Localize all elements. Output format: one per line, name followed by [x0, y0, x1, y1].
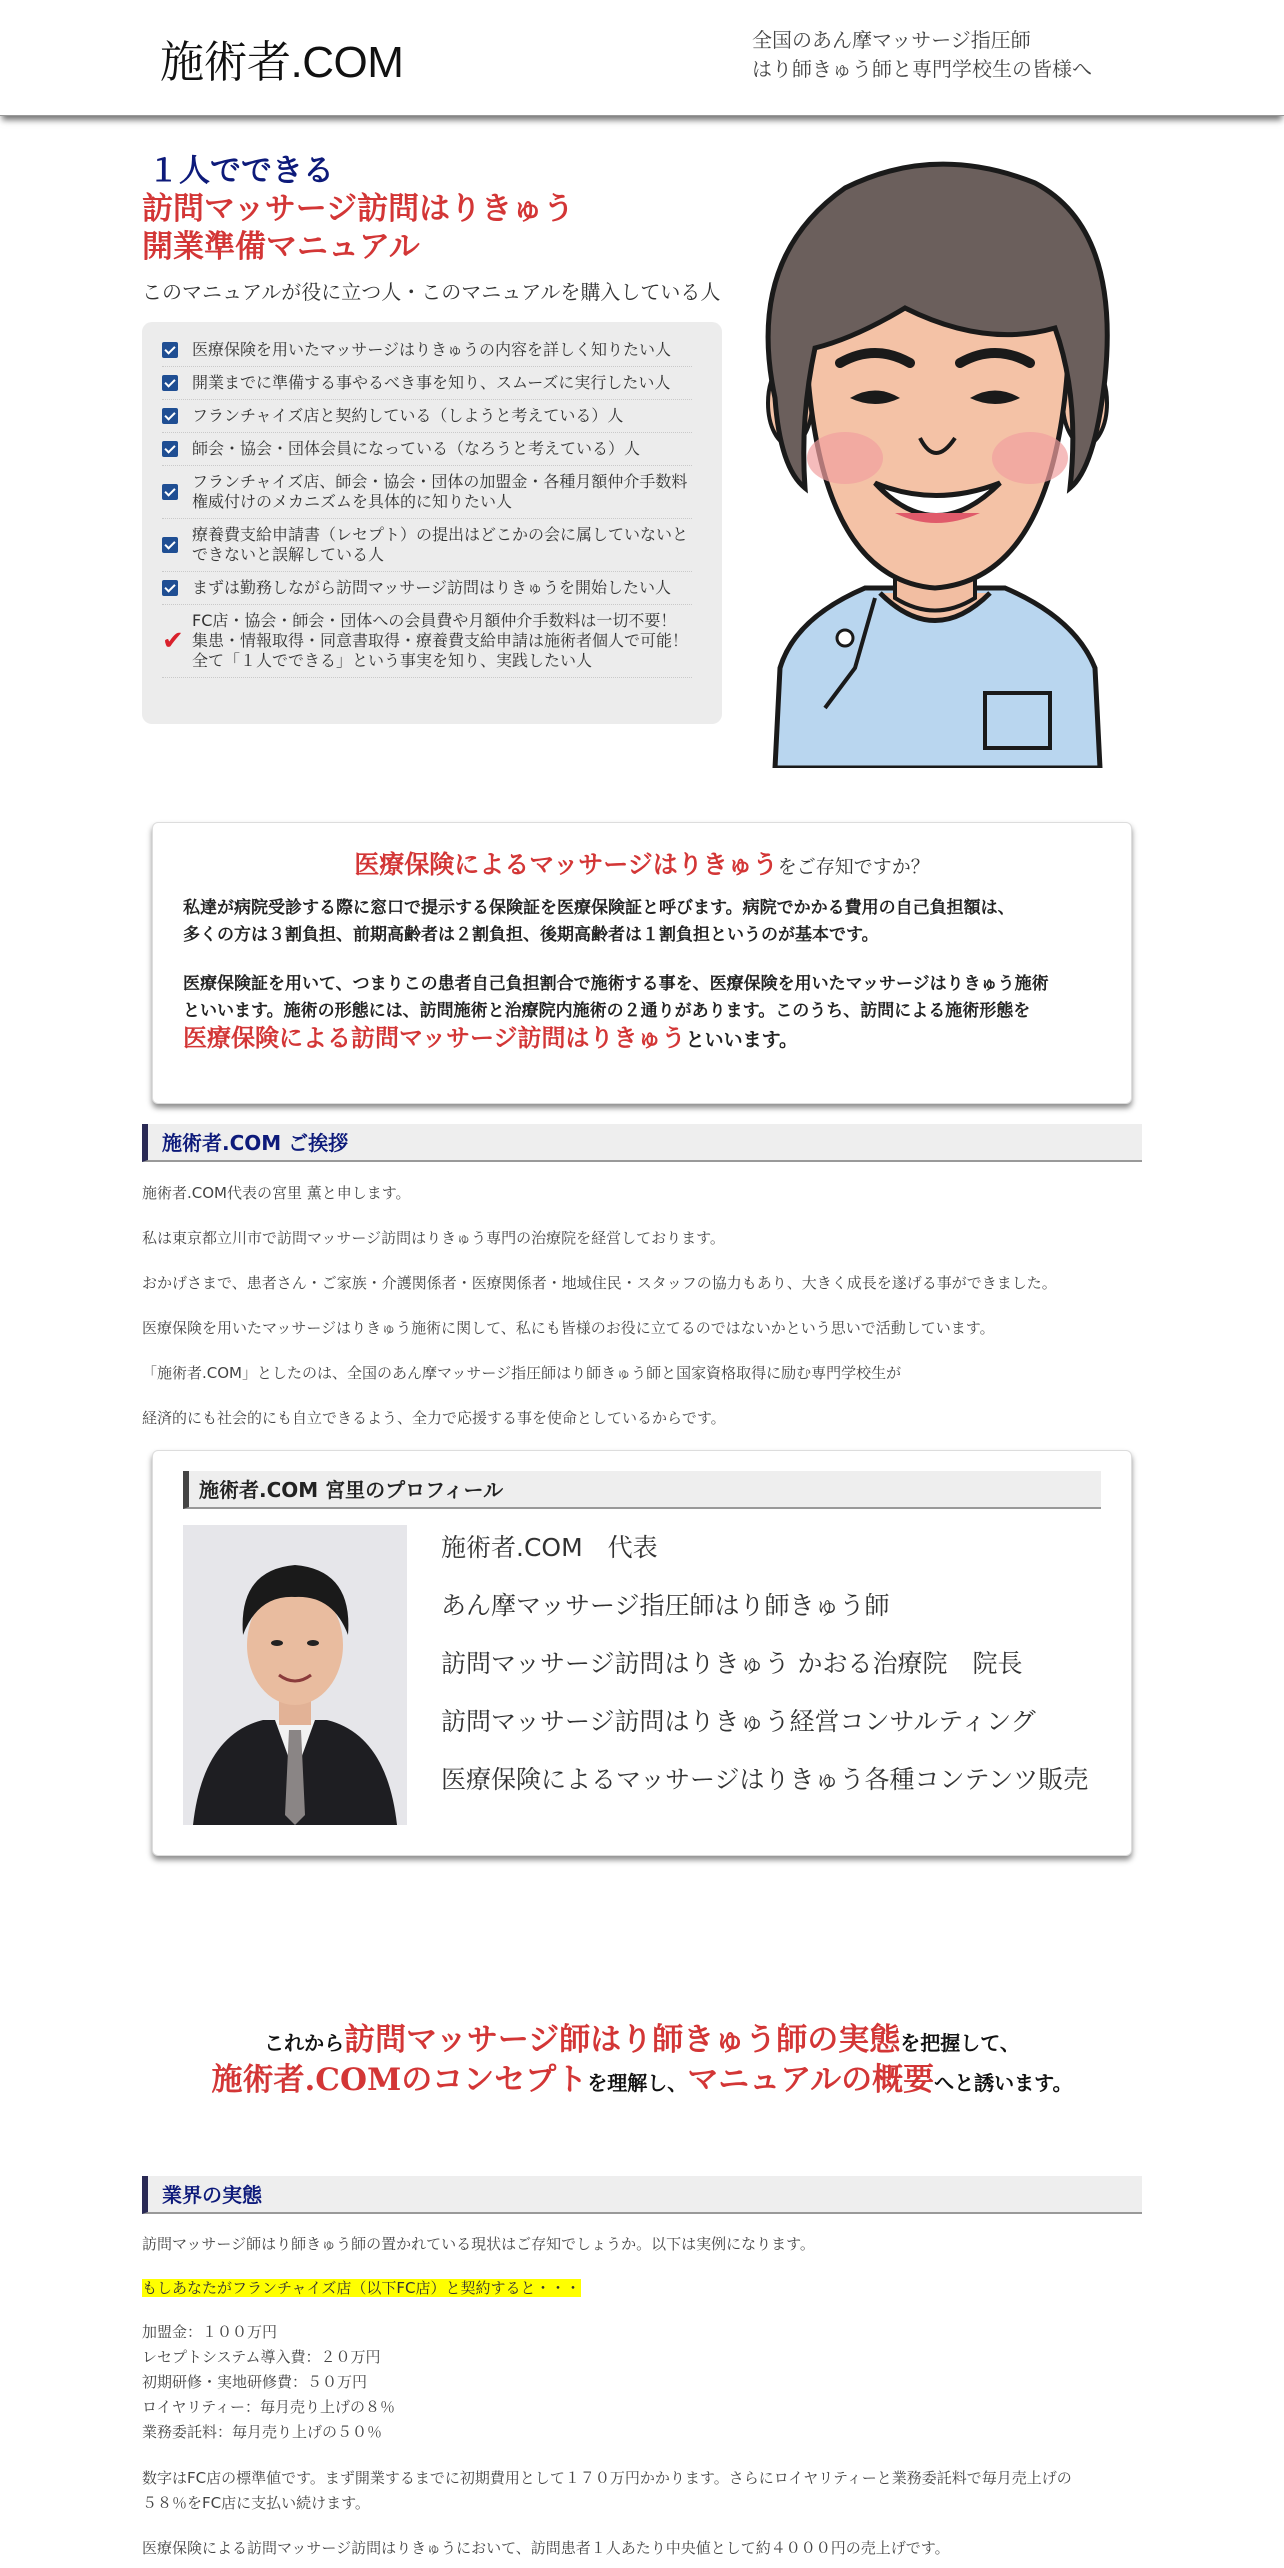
checklist-item: [162, 433, 692, 466]
checklist-item: [162, 367, 692, 400]
final-line-1: FC店・協会・師会・団体への会員費や月額仲介手数料は一切不要！: [192, 611, 677, 630]
greeting-heading: 施術者.COM ご挨拶: [142, 1124, 1142, 1162]
concept-line-2: [0, 2054, 1284, 2099]
checklist-text-line: フランチャイズ店、師会・協会・団体の加盟金・各種月額仲介手数料: [192, 472, 688, 491]
checklist-final-text: [192, 611, 688, 671]
caricature-illustration: [735, 148, 1135, 768]
fee-line: ロイヤリティー：毎月売り上げの８％: [142, 2398, 396, 2416]
concept-text: これから: [264, 2031, 345, 2055]
industry-intro: 訪問マッサージ師はり師きゅう師の置かれている現状はご存知でしょうか。以下は実例になります。: [142, 2235, 815, 2253]
tagline-line-1: 全国のあん摩マッサージ指圧師: [752, 28, 1031, 52]
greeting-line: 経済的にも社会的にも自立できるよう、全力で応援する事を使命としているからです。: [142, 1409, 726, 1427]
checklist-text: まずは勤務しながら訪問マッサージ訪問はりきゅうを開始したい人: [192, 578, 672, 597]
box1-p1-line: 多くの方は３割負担、前期高齢者は２割負担、後期高齢者は１割負担というのが基本です。: [183, 925, 879, 945]
checkbox-icon: [162, 342, 178, 358]
site-header: [0, 0, 1284, 116]
header-tagline: [752, 26, 1092, 84]
greeting-line: 「施術者.COM」としたのは、全国のあん摩マッサージ指圧師はり師きゅう師と国家資格取得に励む専門学校生が: [142, 1364, 902, 1382]
checklist-text: フランチャイズ店と契約している（しようと考えている）人: [192, 406, 624, 425]
box1-p2-end: といいます。: [685, 1029, 799, 1051]
hero-title: [142, 152, 574, 266]
profile-photo: [183, 1525, 407, 1825]
greeting-line: おかげさまで、患者さん・ご家族・介護関係者・医療関係者・地域住民・スタッフの協力もあり、大きく成長を遂げる事ができました。: [142, 1274, 1057, 1292]
concept-line-1: [0, 2014, 1284, 2059]
hero-title-line-1: １人でできる: [148, 153, 334, 189]
checkbox-icon: [162, 484, 178, 500]
checklist-text: 師会・協会・団体会員になっている（なろうと考えている）人: [192, 439, 641, 458]
final-line-3: 全て「１人でできる」という事実を知り、実践したい人: [192, 651, 593, 670]
box1-paragraph-1: [183, 895, 1103, 949]
highlight-text: もしあなたがフランチャイズ店（以下FC店）と契約すると・・・: [142, 2279, 581, 2297]
checkbox-icon: [162, 375, 178, 391]
site-logo[interactable]: 施術者.COM: [160, 38, 404, 87]
medical-insurance-box: [152, 822, 1132, 1104]
final-line-2: 集患・情報取得・同意書取得・療養費支給申請は施術者個人で可能！: [192, 631, 689, 650]
greeting-line: 医療保険を用いたマッサージはりきゅう施術に関して、私にも皆様のお役に立てるのではないかという思いで活動しています。: [142, 1319, 995, 1337]
checklist-text: 開業までに準備する事やるべき事を知り、スムーズに実行したい人: [192, 373, 671, 392]
industry-highlight: [142, 2276, 581, 2301]
checkbox-icon: [162, 537, 178, 553]
concept-highlight: 施術者.COMのコンセプト: [211, 2062, 588, 2098]
checkbox-icon: [162, 441, 178, 457]
profile-line: 訪問マッサージ訪問はりきゅう かおる治療院 院長: [441, 1649, 1023, 1678]
box1-title-highlight: 医療保険によるマッサージはりきゅう: [354, 850, 778, 879]
industry-fees: [142, 2320, 395, 2445]
box1-p2-line: といいます。施術の形態には、訪問施術と治療院内施術の２通りがあります。このうち、訪問による施術形態を: [183, 1001, 1031, 1021]
checkbox-icon: [162, 580, 178, 596]
industry-last: 医療保険による訪問マッサージ訪問はりきゅうにおいて、訪問患者１人あたり中央値として約４０００円の売上げです。: [142, 2539, 950, 2557]
checklist-item: [162, 334, 692, 367]
box1-p2-highlight: 医療保険による訪問マッサージ訪問はりきゅう: [183, 1024, 686, 1052]
checkbox-icon: [162, 408, 178, 424]
checklist-item: [162, 572, 692, 605]
profile-line: 医療保険によるマッサージはりきゅう各種コンテンツ販売: [441, 1765, 1089, 1794]
checklist-text: [192, 525, 688, 565]
checklist-final-item: [162, 605, 692, 678]
note-line: ５８％をFC店に支払い続けます。: [142, 2494, 370, 2512]
checklist-text: [192, 472, 687, 512]
concept-text: へと誘います。: [934, 2071, 1073, 2095]
box1-p2-line: 医療保険証を用いて、つまりこの患者自己負担割合で施術する事を、医療保険を用いたマッサージはりきゅう施術: [183, 974, 1049, 994]
fee-line: 加盟金：１００万円: [142, 2323, 278, 2341]
concept-text: を理解し、: [587, 2071, 688, 2095]
hero-title-line-2: 訪問マッサージ訪問はりきゅう: [142, 191, 575, 227]
checklist-item: [162, 519, 692, 572]
hero-subtitle: このマニュアルが役に立つ人・このマニュアルを購入している人: [142, 280, 721, 304]
box1-p1-line: 私達が病院受診する際に窓口で提示する保険証を医療保険証と呼びます。病院でかかる費用の自己負担額は、: [183, 898, 1015, 918]
checklist-text-line: できないと誤解している人: [192, 545, 385, 564]
profile-box: [152, 1450, 1132, 1856]
concept-text: を把握して、: [900, 2031, 1020, 2055]
box1-title: [153, 845, 1131, 881]
profile-heading: 施術者.COM 宮里のプロフィール: [183, 1471, 1101, 1509]
profile-line: 施術者.COM 代表: [441, 1533, 658, 1562]
target-checklist: [142, 322, 722, 724]
profile-line: あん摩マッサージ指圧師はり師きゅう師: [441, 1591, 890, 1620]
fee-line: 業務委託料：毎月売り上げの５０％: [142, 2423, 383, 2441]
fee-line: レセプトシステム導入費：２０万円: [142, 2348, 381, 2366]
box1-title-rest: をご存知ですか？: [777, 856, 930, 878]
checklist-item: [162, 466, 692, 519]
greeting-line: 施術者.COM代表の宮里 薫と申します。: [142, 1184, 411, 1202]
concept-highlight: 訪問マッサージ師はり師きゅう師の実態: [344, 2022, 901, 2058]
industry-heading: 業界の実態: [142, 2176, 1142, 2214]
concept-highlight: マニュアルの概要: [687, 2062, 935, 2098]
checklist-item: [162, 400, 692, 433]
fee-line: 初期研修・実地研修費：５０万円: [142, 2373, 368, 2391]
hero-title-line-3: 開業準備マニュアル: [142, 229, 420, 265]
greeting-line: 私は東京都立川市で訪問マッサージ訪問はりきゅう専門の治療院を経営しております。: [142, 1229, 725, 1247]
profile-lines: [441, 1533, 1088, 1823]
industry-note: [142, 2466, 1072, 2516]
checklist-text-line: 権威付けのメカニズムを具体的に知りたい人: [192, 492, 513, 511]
red-check-icon: ✔: [162, 626, 184, 656]
checklist-text: 医療保険を用いたマッサージはりきゅうの内容を詳しく知りたい人: [192, 340, 672, 359]
checklist-text-line: 療養費支給申請書（レセプト）の提出はどこかの会に属していないと: [192, 525, 689, 544]
profile-line: 訪問マッサージ訪問はりきゅう経営コンサルティング: [441, 1707, 1036, 1736]
note-line: 数字はFC店の標準値です。まず開業するまでに初期費用として１７０万円かかります。さらにロイヤリティーと業務委託料で毎月売上げの: [142, 2469, 1072, 2487]
tagline-line-2: はり師きゅう師と専門学校生の皆様へ: [752, 57, 1092, 81]
box1-paragraph-2: [183, 971, 1103, 1055]
